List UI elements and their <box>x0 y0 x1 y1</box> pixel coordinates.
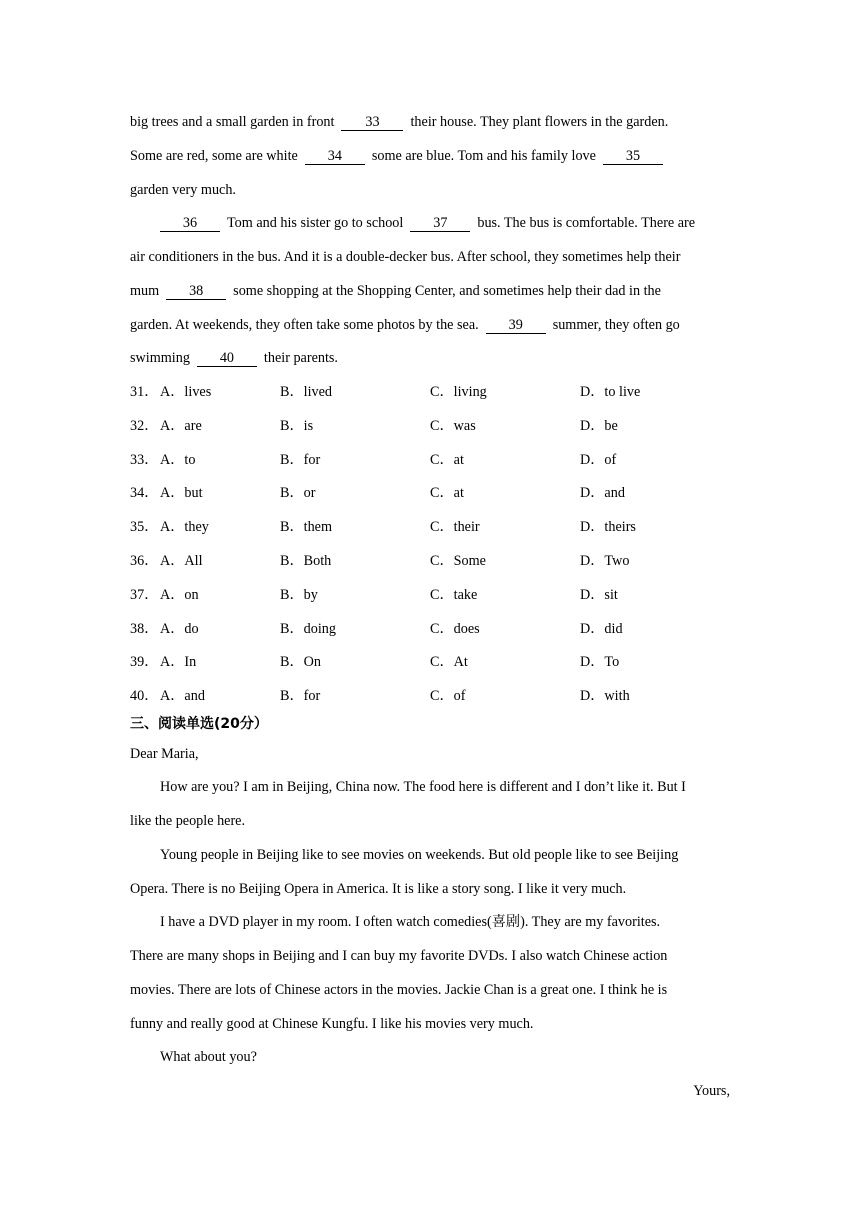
option-b[interactable]: B．is <box>280 418 314 434</box>
paragraph-line: movies. There are lots of Chinese actors in the movies. Jackie Chan is a great one. I think he is <box>130 982 668 998</box>
option-d[interactable]: D．to live <box>580 384 641 400</box>
passage-line-2 <box>130 146 670 166</box>
question-number: 35． <box>130 519 159 535</box>
paragraph-line: There are many shops in Beijing and I can buy my favorite DVDs. I also watch Chinese action <box>130 948 668 964</box>
option-b[interactable]: B．lived <box>280 384 333 400</box>
blank-40[interactable]: 40 <box>197 350 257 367</box>
question-number: 38． <box>130 621 159 637</box>
option-b[interactable]: B．On <box>280 654 321 670</box>
blank-37[interactable]: 37 <box>410 215 470 232</box>
option-b[interactable]: B．by <box>280 587 318 603</box>
question-number: 32． <box>130 418 159 434</box>
blank-36[interactable]: 36 <box>160 215 220 232</box>
option-a[interactable]: A．lives <box>160 384 212 400</box>
text: their parents. <box>263 350 338 366</box>
text: some are blue. Tom and his family love <box>371 148 596 164</box>
question-row <box>130 382 730 402</box>
option-c[interactable]: C．At <box>430 654 468 670</box>
letter-closing: Yours, <box>693 1083 730 1099</box>
option-d[interactable]: D．of <box>580 452 617 468</box>
passage-line-3: garden very much. <box>130 182 236 198</box>
passage-line-4 <box>160 213 695 233</box>
option-a[interactable]: A．but <box>160 485 203 501</box>
question-row <box>130 686 730 706</box>
option-c[interactable]: C．take <box>430 587 478 603</box>
option-a[interactable]: A．All <box>160 553 203 569</box>
passage-line-1 <box>130 112 668 132</box>
option-b[interactable]: B．for <box>280 452 321 468</box>
option-d[interactable]: D．be <box>580 418 618 434</box>
text: mum <box>130 283 160 299</box>
option-c[interactable]: C．their <box>430 519 480 535</box>
option-d[interactable]: D．theirs <box>580 519 636 535</box>
question-row <box>130 450 730 470</box>
question-row <box>130 652 730 672</box>
option-a[interactable]: A．In <box>160 654 197 670</box>
question-number: 31． <box>130 384 159 400</box>
passage-line-8 <box>130 348 338 368</box>
paragraph-line: I have a DVD player in my room. I often watch comedies(喜剧). They are my favorites. <box>160 914 661 930</box>
option-a[interactable]: A．to <box>160 452 196 468</box>
text: summer, they often go <box>552 317 680 333</box>
option-d[interactable]: D．To <box>580 654 620 670</box>
question-row <box>130 416 730 436</box>
option-a[interactable]: A．and <box>160 688 205 704</box>
question-number: 33． <box>130 452 159 468</box>
option-a[interactable]: A．do <box>160 621 199 637</box>
question-row <box>130 585 730 605</box>
question-number: 34． <box>130 485 159 501</box>
option-a[interactable]: A．on <box>160 587 199 603</box>
paragraph-line: Young people in Beijing like to see movies on weekends. But old people like to see Beijing <box>160 847 679 863</box>
option-c[interactable]: C．living <box>430 384 487 400</box>
option-c[interactable]: C．Some <box>430 553 486 569</box>
option-c[interactable]: C．of <box>430 688 466 704</box>
question-number: 39． <box>130 654 159 670</box>
option-c[interactable]: C．was <box>430 418 476 434</box>
text: their house. They plant flowers in the garden. <box>410 114 669 130</box>
option-b[interactable]: B．Both <box>280 553 332 569</box>
paragraph-line: funny and really good at Chinese Kungfu. I like his movies very much. <box>130 1016 534 1032</box>
blank-33[interactable]: 33 <box>341 114 403 131</box>
question-number: 37． <box>130 587 159 603</box>
option-b[interactable]: B．for <box>280 688 321 704</box>
section-heading: 三、阅读单选(20分） <box>130 716 268 732</box>
option-a[interactable]: A．are <box>160 418 202 434</box>
text: some shopping at the Shopping Center, and sometimes help their dad in the <box>233 283 661 299</box>
option-d[interactable]: D．with <box>580 688 630 704</box>
question-row <box>130 483 730 503</box>
blank-39[interactable]: 39 <box>486 317 546 334</box>
option-b[interactable]: B．them <box>280 519 333 535</box>
option-c[interactable]: C．at <box>430 452 464 468</box>
option-c[interactable]: C．does <box>430 621 480 637</box>
blank-34[interactable]: 34 <box>305 148 365 165</box>
option-b[interactable]: B．or <box>280 485 316 501</box>
passage-line-5: air conditioners in the bus. And it is a double-decker bus. After school, they sometimes help their <box>130 249 681 265</box>
option-c[interactable]: C．at <box>430 485 464 501</box>
letter-greeting: Dear Maria, <box>130 746 199 762</box>
question-number: 40． <box>130 688 159 704</box>
text: bus. The bus is comfortable. There are <box>477 215 696 231</box>
text: garden. At weekends, they often take some photos by the sea. <box>130 317 479 333</box>
text: Tom and his sister go to school <box>227 215 404 231</box>
paragraph-line: How are you? I am in Beijing, China now. The food here is different and I don’t like it. But I <box>160 779 686 795</box>
blank-38[interactable]: 38 <box>166 283 226 300</box>
option-b[interactable]: B．doing <box>280 621 336 637</box>
paragraph-line: Opera. There is no Beijing Opera in America. It is like a story song. I like it very much. <box>130 881 627 897</box>
question-number: 36． <box>130 553 159 569</box>
question-row <box>130 619 730 639</box>
option-d[interactable]: D．Two <box>580 553 630 569</box>
passage-line-6 <box>130 281 661 301</box>
question-row <box>130 517 730 537</box>
text: Some are red, some are white <box>130 148 298 164</box>
option-d[interactable]: D．sit <box>580 587 618 603</box>
text: swimming <box>130 350 190 366</box>
text: big trees and a small garden in front <box>130 114 335 130</box>
paragraph-line: like the people here. <box>130 813 246 829</box>
option-d[interactable]: D．and <box>580 485 625 501</box>
passage-line-7 <box>130 315 680 335</box>
paragraph-line: What about you? <box>160 1049 257 1065</box>
option-a[interactable]: A．they <box>160 519 209 535</box>
option-d[interactable]: D．did <box>580 621 623 637</box>
question-row <box>130 551 730 571</box>
blank-35[interactable]: 35 <box>603 148 663 165</box>
